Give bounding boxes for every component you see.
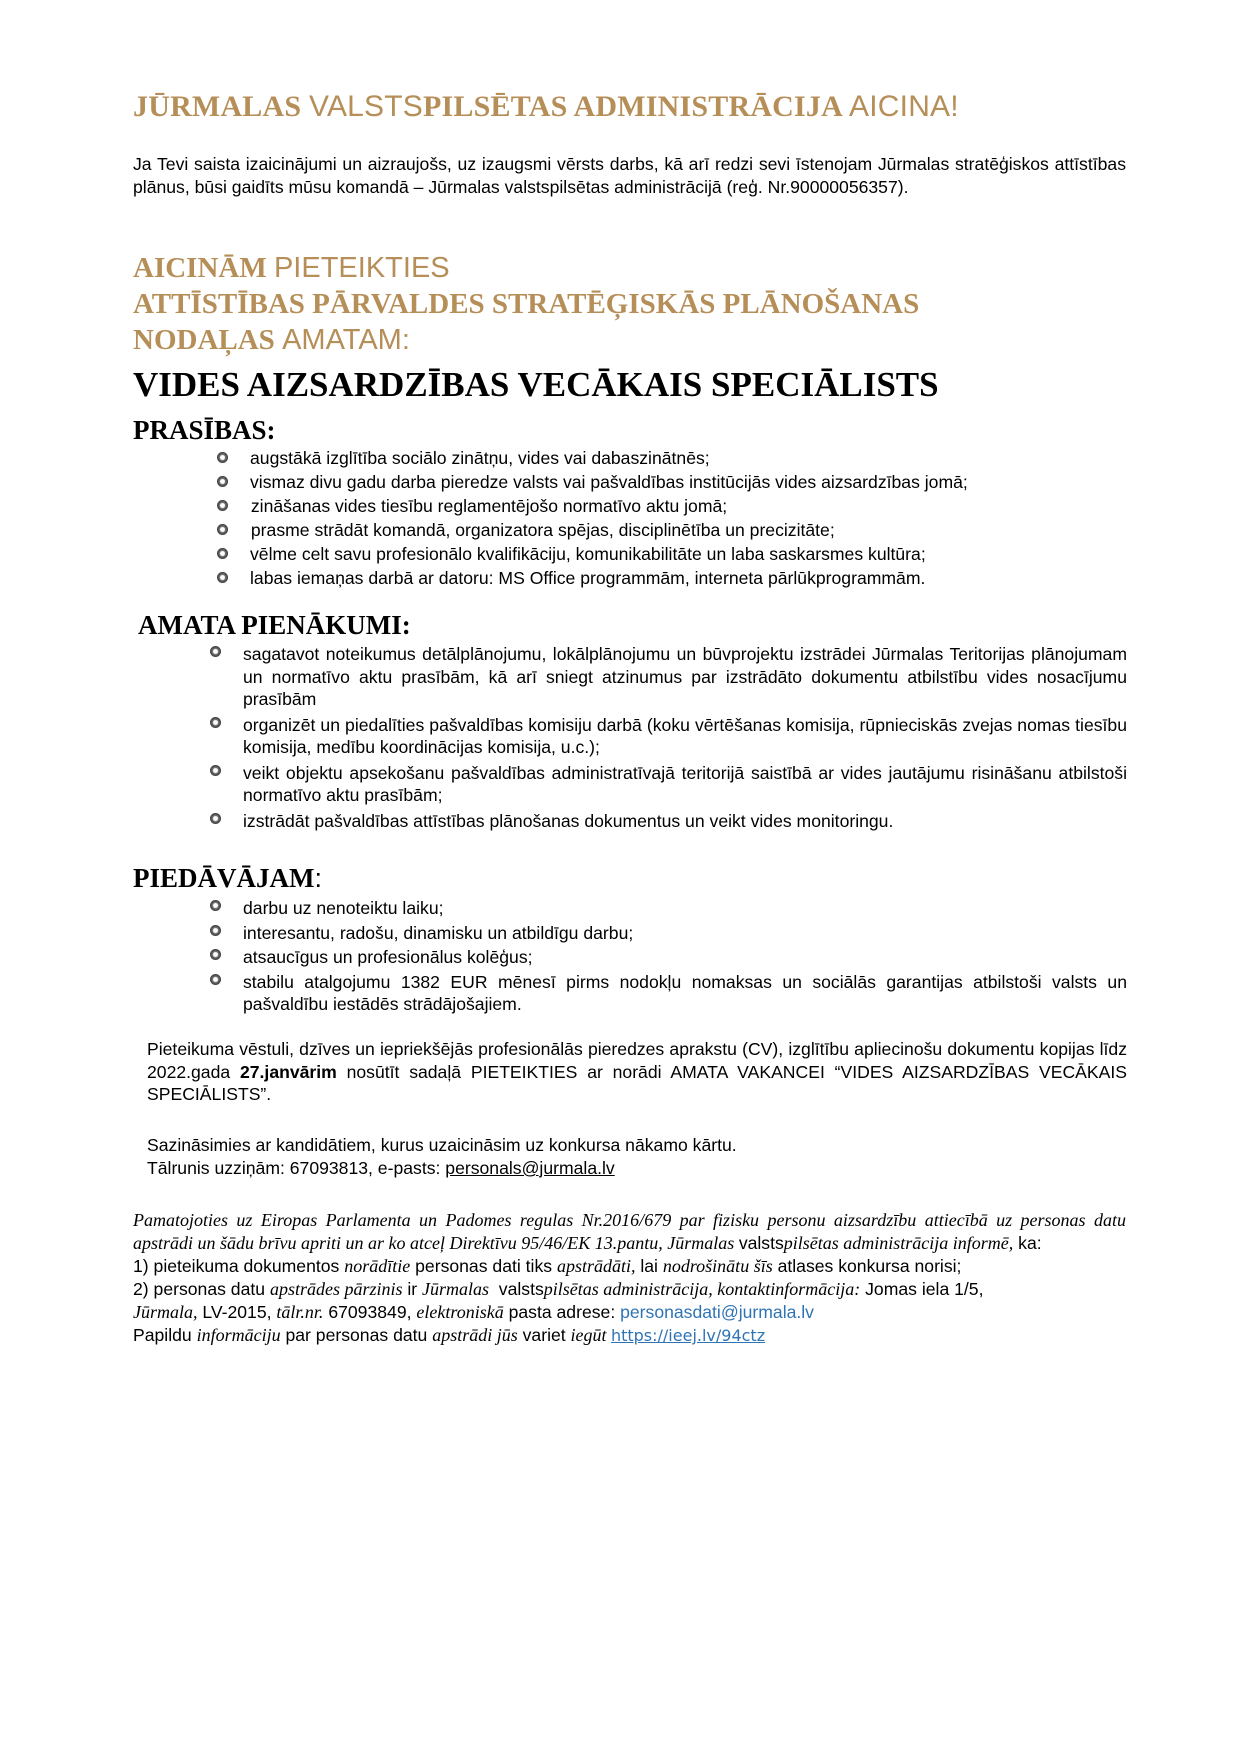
bullet-icon (210, 717, 221, 728)
list-item (217, 496, 1137, 520)
application-deadline: 27.janvārim (239, 1061, 337, 1082)
title-part-4: AICINA! (849, 90, 959, 123)
gdpr-intro-plain: valsts (738, 1233, 784, 1253)
list-item (210, 643, 1127, 711)
list-item (210, 714, 1127, 759)
gdpr-text: ir (402, 1279, 423, 1299)
gdpr-point-1 (133, 1255, 1126, 1278)
bullet-icon (217, 548, 228, 559)
bullet-icon (210, 813, 221, 824)
gdpr-text: informāciju (196, 1325, 281, 1345)
bullet-icon (210, 646, 221, 657)
list-item (210, 946, 1127, 969)
call-line2: ATTĪSTĪBAS PĀRVALDES STRATĒĢISKĀS PLĀNOŠANAS (133, 288, 920, 320)
gdpr-text: Papildu (133, 1325, 197, 1345)
gdpr-intro-end: ka: (1013, 1233, 1042, 1253)
bullet-icon (217, 452, 228, 463)
contact-line-2 (147, 1157, 1127, 1180)
requirement-text: augstākā izglītība sociālo zinātņu, vides vai dabaszinātnēs; (250, 448, 710, 468)
gdpr-text: iegūt (570, 1325, 607, 1345)
offer-title-colon: : (314, 863, 323, 893)
requirement-text: vēlme celt savu profesionālo kvalifikāciju, komunikabilitāte un laba saskarsmes kultūra; (250, 544, 926, 564)
gdpr-text: Jomas iela 1/5, (860, 1279, 984, 1299)
offer-list (210, 897, 1127, 1016)
gdpr-text: tālr.nr. (276, 1302, 324, 1322)
requirement-text: labas iemaņas darbā ar datoru: MS Office programmām, interneta pārlūkprogrammām. (250, 568, 926, 588)
gdpr-text: par personas datu (280, 1325, 433, 1345)
list-item (210, 922, 1127, 945)
gdpr-text: lai (635, 1256, 663, 1276)
contact-line-1: Sazināsimies ar kandidātiem, kurus uzaicināsim uz konkursa nākamo kārtu. (147, 1135, 737, 1155)
list-item (217, 520, 1137, 544)
gdpr-text: pilsētas administrācija, kontaktinformācija: (543, 1279, 861, 1299)
bullet-icon (217, 500, 228, 511)
title-part-2: VALSTS (308, 90, 424, 123)
gdpr-text: LV-2015, (197, 1302, 277, 1322)
requirement-text: zināšanas vides tiesību reglamentējošo normatīvo aktu jomā; (246, 496, 728, 516)
gdpr-text: 2) personas datu (133, 1279, 270, 1299)
info-link[interactable]: https://ieej.lv/94ctz (610, 1326, 766, 1345)
intro-paragraph: Ja Tevi saista izaicinājumi un aizraujošs, uz izaugsmi vērsts darbs, kā arī redzi sevi īstenojam Jūrmalas stratēģiskos attīstības plānus, būsi gaidīts mūsu komandā – Jūrmalas valstspilsētas administrācijā (reģ. Nr.90000056357). (133, 154, 1126, 197)
bullet-icon (217, 524, 228, 535)
offer-title-text: PIEDĀVĀJAM (133, 863, 315, 893)
requirements-list (217, 448, 1137, 592)
duty-text: izstrādāt pašvaldības attīstības plānošanas dokumentus un veikt vides monitoringu. (243, 810, 894, 831)
gdpr-intro (133, 1209, 1126, 1255)
bullet-icon (210, 974, 221, 985)
gdpr-text: Jūrmalas (422, 1279, 490, 1299)
gdpr-point-3 (133, 1324, 1126, 1347)
gdpr-intro-italic: Pamatojoties uz Eiropas Parlamenta un Padomes regulas Nr.2016/679 par fizisku personu aizsardzību attiecībā uz personas datu apstrādi un šādu brīvu apriti un ar ko atceļ Direktīvu 95/46/EK 13.pantu, Jūrmalas (133, 1210, 1126, 1253)
gdpr-text: apstrādāti, (556, 1256, 636, 1276)
offer-text: interesantu, radošu, dinamisku un atbildīgu darbu; (243, 922, 634, 943)
application-text-1: Pieteikuma vēstuli, dzīves un iepriekšējās profesionālās pieredzes aprakstu (CV), izglītību apliecinošu dokumentu kopijas līdz 2022.gada (147, 1039, 1127, 1082)
offer-text: darbu uz nenoteiktu laiku; (243, 898, 444, 918)
gdpr-text: 1) pieteikuma dokumentos (133, 1256, 345, 1276)
offer-text: atsaucīgus un profesionālus kolēģus; (243, 947, 533, 967)
gdpr-notice (133, 1209, 1126, 1347)
gdpr-text: Jūrmala, (133, 1302, 198, 1322)
bullet-icon (210, 949, 221, 960)
duty-text: veikt objektu apsekošanu pašvaldības administratīvajā teritorijā saistībā ar vides jautājumu risināšanu atbilstoši normatīvo aktu prasībām; (243, 762, 1127, 805)
title-part-1: JŪRMALAS (133, 90, 309, 123)
personal-data-email-link[interactable]: personasdati@jurmala.lv (620, 1302, 814, 1322)
gdpr-text: elektroniskā (416, 1302, 504, 1322)
duty-text: organizēt un piedalīties pašvaldības komisiju darbā (koku vērtēšanas komisija, rūpnieciskās zvejas nomas tiesību komisija, medību koordinācijas komisija, u.c.); (243, 714, 1127, 757)
title-part-3: PILSĒTAS ADMINISTRĀCIJA (423, 90, 850, 123)
email-link[interactable]: personals@jurmala.lv (445, 1158, 615, 1178)
duties-title: AMATA PIENĀKUMI: (138, 610, 411, 640)
gdpr-intro-italic-2: pilsētas administrācija informē, (783, 1233, 1014, 1253)
list-item (210, 897, 1127, 920)
requirement-text: prasme strādāt komandā, organizatora spējas, disciplinētība un precizitāte; (246, 520, 835, 540)
bullet-icon (210, 900, 221, 911)
call-line1-bold: AICINĀM (133, 252, 274, 284)
requirements-title: PRASĪBAS: (133, 415, 276, 445)
gdpr-text: valsts (489, 1279, 544, 1299)
list-item (210, 971, 1127, 1016)
offer-text: stabilu atalgojumu 1382 EUR mēnesī pirms nodokļu nomaksas un sociālās garantijas atbilstoši valsts un pašvaldību iestādēs strādājošajiem. (243, 971, 1127, 1014)
list-item (217, 472, 1137, 496)
contact-phone-text: Tālrunis uzziņām: 67093813, e-pasts: (147, 1158, 446, 1178)
gdpr-text: 67093849, (323, 1302, 417, 1322)
page-title (133, 90, 959, 124)
application-text-2: nosūtīt sadaļā PIETEIKTIES ar norādi AMATA VAKANCEI “VIDES AIZSARDZĪBAS VECĀKAIS SPECIĀLISTS”. (147, 1061, 1127, 1104)
gdpr-point-2 (133, 1278, 1126, 1324)
gdpr-text: apstrādes pārzinis (269, 1279, 403, 1299)
bullet-icon (210, 765, 221, 776)
bullet-icon (217, 572, 228, 583)
offer-title (133, 863, 322, 894)
gdpr-text: personas dati tiks (410, 1256, 557, 1276)
bullet-icon (217, 476, 228, 487)
application-paragraph (147, 1038, 1127, 1106)
duties-list (210, 643, 1127, 832)
gdpr-text: pasta adrese: (503, 1302, 621, 1322)
gdpr-text: atlases konkursa norisi; (772, 1256, 962, 1276)
call-line3-bold: NODAĻAS (133, 324, 283, 356)
call-line1-plain: PIETEIKTIES (273, 252, 450, 284)
list-item (217, 544, 1137, 568)
gdpr-text: apstrādi jūs (432, 1325, 518, 1345)
list-item (217, 568, 1137, 592)
list-item (210, 762, 1127, 807)
call-to-apply (133, 250, 919, 358)
requirement-text: vismaz divu gadu darba pieredze valsts vai pašvaldības institūcijās vides aizsardzības jomā; (250, 472, 968, 492)
gdpr-text: nodrošinātu šīs (662, 1256, 773, 1276)
gdpr-text: variet (517, 1325, 571, 1345)
bullet-icon (210, 925, 221, 936)
position-title: VIDES AIZSARDZĪBAS VECĀKAIS SPECIĀLISTS (133, 365, 939, 404)
duty-text: sagatavot noteikumus detālplānojumu, lokālplānojumu un būvprojektu izstrādei Jūrmalas Teritorijas plānojumam un normatīvo aktu prasībām, kā arī sniegt atzinumus par izstrādāto dokumentu atbilstību vides nosacījumu prasībām (243, 644, 1127, 709)
list-item (217, 448, 1137, 472)
call-line3-plain: AMATAM: (282, 324, 410, 356)
list-item (210, 810, 1127, 833)
gdpr-text: norādītie (344, 1256, 411, 1276)
